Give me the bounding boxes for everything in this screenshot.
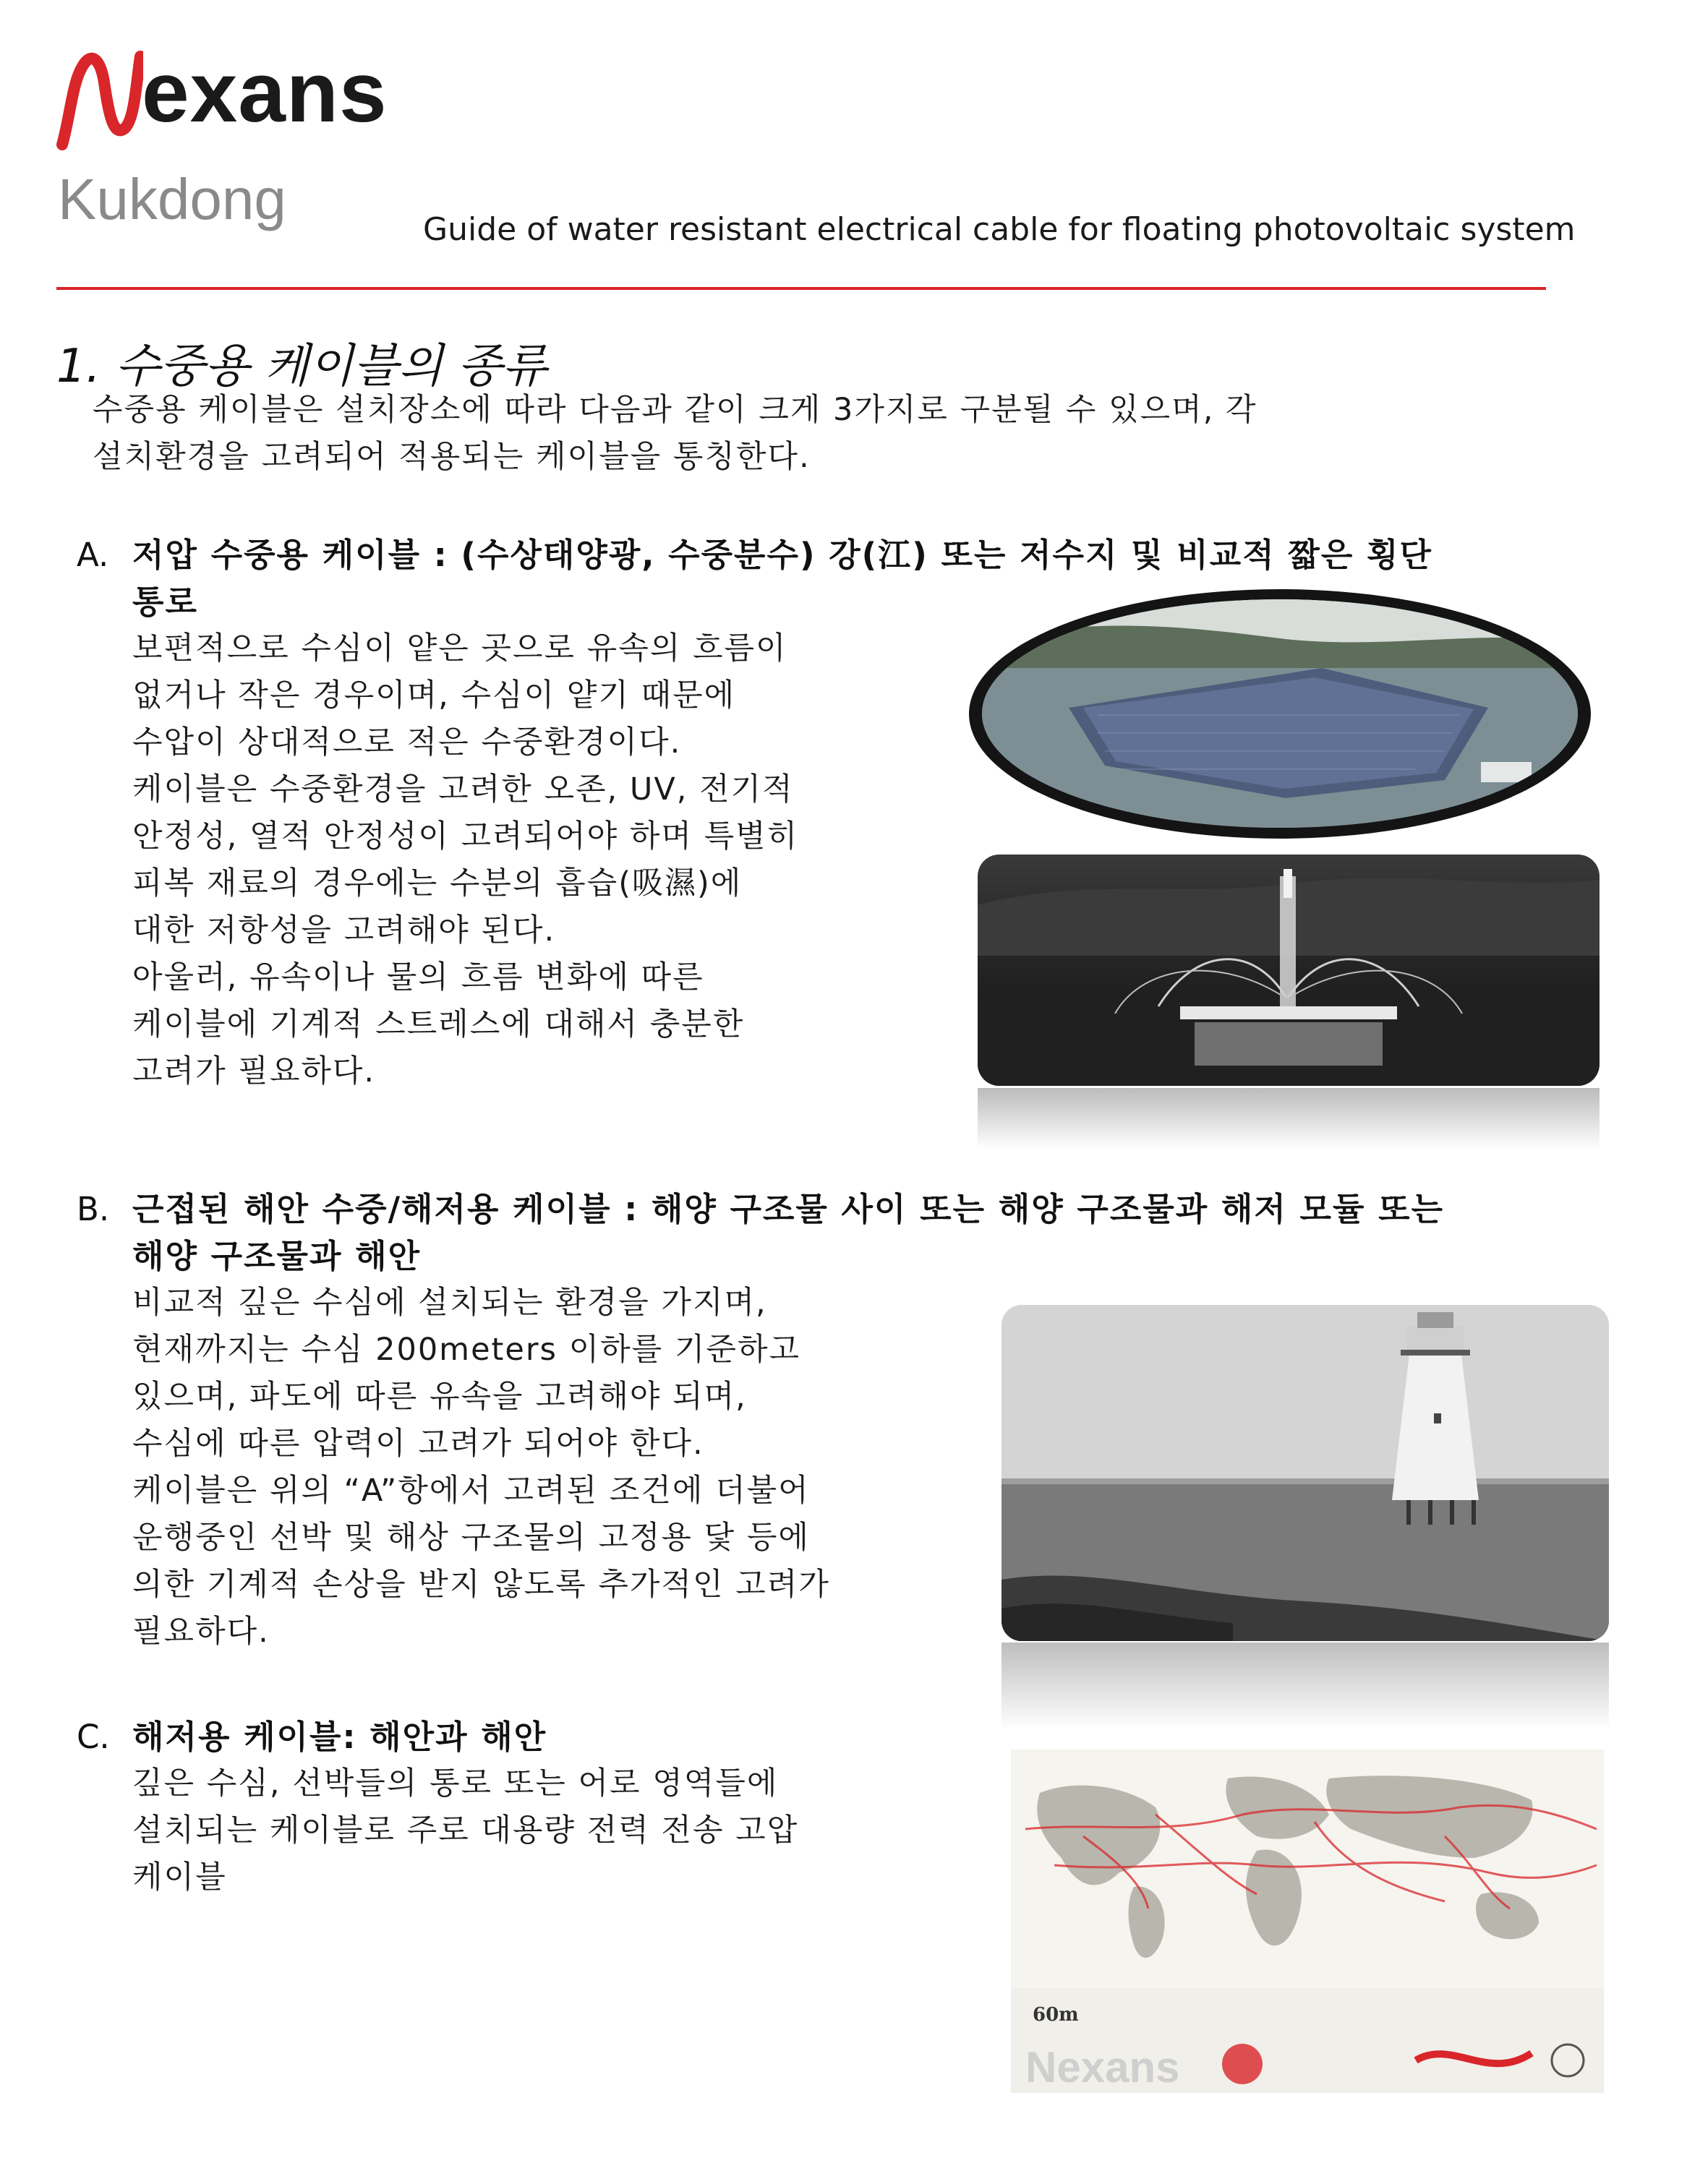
body-line: 고려가 필요하다. (132, 1053, 376, 1089)
section-intro (93, 387, 1257, 481)
heading-line: 근접된 해안 수중/해저용 케이블 : 해양 구조물 사이 또는 해양 구조물과 해저 모듈 또는 (132, 1190, 1445, 1228)
world-map-illustration (1011, 1750, 1604, 2093)
map-watermark-logo: Nexans (1025, 2043, 1180, 2091)
subsection-b-label: B. (77, 1190, 110, 1228)
body-line: 필요하다. (132, 1614, 270, 1650)
fountain-photo (978, 855, 1600, 1086)
body-line: 현재까지는 수심 200meters 이하를 기준하고 (132, 1332, 801, 1368)
body-line: 깊은 수심, 선박들의 통로 또는 어로 영역들에 (132, 1765, 779, 1802)
body-line: 수심에 따른 압력이 고려가 되어야 한다. (132, 1426, 704, 1462)
body-line: 설치되는 케이블로 주로 대용량 전력 전송 고압 (132, 1812, 799, 1849)
heading-line: 해저용 케이블: 해안과 해안 (132, 1718, 547, 1756)
subsection-a-label: A. (77, 536, 109, 574)
lighthouse-illustration (1001, 1305, 1609, 1641)
subsection-c-body (132, 1760, 798, 1901)
body-line: 안정성, 열적 안정성이 고려되어야 하며 특별히 (132, 818, 799, 855)
intro-line: 설치환경을 고려되어 적용되는 케이블을 통칭한다. (93, 439, 811, 475)
body-line: 케이블에 기계적 스트레스에 대해서 충분한 (132, 1006, 745, 1042)
subsection-b-body (132, 1280, 830, 1656)
subsection-a-body (132, 625, 798, 1095)
body-line: 대한 저항성을 고려해야 된다. (132, 912, 556, 948)
body-line: 수압이 상대적으로 적은 수중환경이다. (132, 724, 682, 761)
body-line: 없거나 작은 경우이며, 수심이 얕기 때문에 (132, 677, 736, 714)
heading-line: 저압 수중용 케이블 : (수상태양광, 수중분수) 강(江) 또는 저수지 및 비교적 짧은 횡단 (132, 536, 1432, 574)
body-line: 의한 기계적 손상을 받지 않도록 추가적인 고려가 (132, 1567, 830, 1603)
lighthouse-reflection (1001, 1643, 1609, 1729)
document-title: Guide of water resistant electrical cable for floating photovoltaic system (423, 211, 1576, 248)
nexans-logo (56, 43, 432, 253)
subsection-b-heading (132, 1186, 1444, 1280)
body-line: 있으며, 파도에 따른 유속을 고려해야 되며, (132, 1379, 747, 1415)
subsection-c-heading (132, 1713, 547, 1760)
submarine-cable-map (1011, 1750, 1604, 2093)
body-line: 보편적으로 수심이 얕은 곳으로 유속의 흐름이 (132, 630, 787, 667)
body-line: 운행중인 선박 및 해상 구조물의 고정용 닻 등에 (132, 1520, 810, 1556)
heading-line: 통로 (132, 583, 198, 621)
map-depth-label: 60m (1033, 2004, 1079, 2026)
intro-line: 수중용 케이블은 설치장소에 따라 다음과 같이 크게 3가지로 구분될 수 있으며, 각 (93, 392, 1257, 428)
heading-line: 해양 구조물과 해안 (132, 1237, 422, 1275)
section-title: 1. 수중용 케이블의 종류 (56, 340, 547, 393)
logo-sub-text: Kukdong (58, 167, 286, 231)
header-divider (56, 287, 1546, 290)
body-line: 아울러, 유속이나 물의 흐름 변화에 따른 (132, 959, 704, 995)
body-line: 비교적 깊은 수심에 설치되는 환경을 가지며, (132, 1285, 767, 1321)
body-line: 케이블 (132, 1859, 227, 1896)
floating-solar-illustration (982, 599, 1578, 828)
body-line: 케이블은 수중환경을 고려한 오존, UV, 전기적 (132, 771, 794, 808)
fountain-reflection (978, 1088, 1600, 1149)
lighthouse-photo (1001, 1305, 1609, 1641)
subsection-c-label: C. (77, 1718, 110, 1756)
body-line: 케이블은 위의 “A”항에서 고려된 조건에 더불어 (132, 1473, 810, 1509)
floating-solar-photo (969, 589, 1591, 839)
fountain-illustration (978, 855, 1600, 1086)
body-line: 피복 재료의 경우에는 수분의 흡습(吸濕)에 (132, 865, 743, 902)
logo-brand-exans: exans (142, 45, 388, 140)
